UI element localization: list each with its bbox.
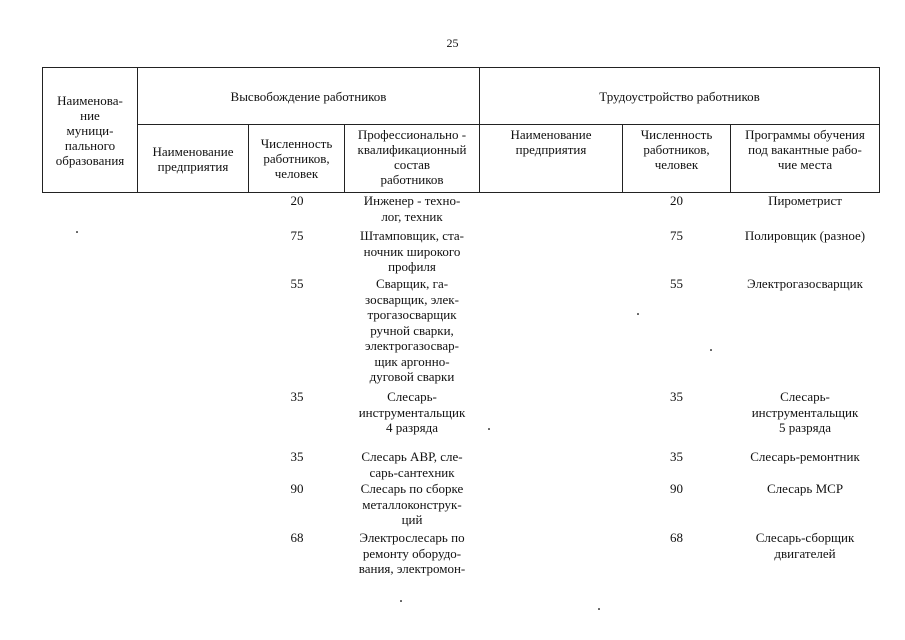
program-2: Полировщик (разное): [744, 228, 866, 243]
scan-speck: [710, 349, 712, 351]
table-header: [42, 67, 880, 193]
program-4: Слесарь- инструментальщик 5 разряда: [751, 389, 859, 435]
header-release-qualification: Профессионально - квалификационный состав работников: [357, 127, 467, 187]
employed-count-7: 68: [670, 530, 683, 545]
qualification-3: Сварщик, га- зосварщик, элек- трогазосварщик ручной сварки, электрогазосвар- щик аргонно- дуговой сварки: [365, 276, 459, 384]
qualification-6: Слесарь по сборке металлоконструк- ций: [360, 481, 464, 527]
program-7: Слесарь-сборщик двигателей: [755, 530, 855, 561]
qualification-5: Слесарь АВР, сле- сарь-сантехник: [361, 449, 463, 480]
employed-count-5: 35: [670, 449, 683, 464]
header-release-group: Высвобождение работников: [230, 88, 387, 104]
released-count-5: 35: [290, 449, 304, 464]
released-count-1: 20: [290, 193, 304, 208]
header-employment-programs: Программы обучения под вакантные рабо- чие места: [745, 127, 865, 172]
scan-speck: [400, 600, 402, 602]
qualification-4: Слесарь- инструментальщик 4 разряда: [358, 389, 466, 435]
page-number: 25: [446, 36, 459, 50]
released-count-4: 35: [290, 389, 304, 404]
employed-count-6: 90: [670, 481, 683, 496]
scan-speck: [598, 608, 600, 610]
scan-speck: [76, 231, 78, 233]
program-3: Электрогазосварщик: [747, 276, 863, 291]
header-release-enterprise: Наименование предприятия: [152, 143, 234, 174]
header-employment-count: Численность работников, человек: [640, 127, 713, 172]
employed-count-2: 75: [670, 228, 683, 243]
employed-count-1: 20: [670, 193, 683, 208]
scan-speck: [637, 313, 639, 315]
program-1: Пирометрист: [768, 193, 842, 208]
employed-count-3: 55: [670, 276, 683, 291]
released-count-2: 75: [290, 228, 304, 243]
released-count-3: 55: [290, 276, 304, 291]
scan-speck: [488, 428, 490, 430]
program-5: Слесарь-ремонтник: [750, 449, 860, 464]
program-6: Слесарь МСР: [766, 481, 844, 496]
qualification-1: Инженер - техно- лог, техник: [363, 193, 461, 224]
released-count-7: 68: [290, 530, 304, 545]
header-border-left: [42, 68, 43, 192]
header-employment-enterprise: Наименование предприятия: [510, 127, 592, 157]
released-count-6: 90: [290, 481, 304, 496]
header-municipality: Наименова- ние муници- пального образования: [55, 92, 125, 168]
header-border-right: [879, 68, 880, 192]
header-release-count: Численность работников, человек: [260, 136, 333, 181]
qualification-2: Штамповщик, ста- ночник широкого профиля: [359, 228, 465, 274]
header-employment-group: Трудоустройство работников: [599, 88, 760, 104]
qualification-7: Электрослесарь по ремонту оборудо- вания, электромон-: [358, 530, 466, 576]
employed-count-4: 35: [670, 389, 683, 404]
